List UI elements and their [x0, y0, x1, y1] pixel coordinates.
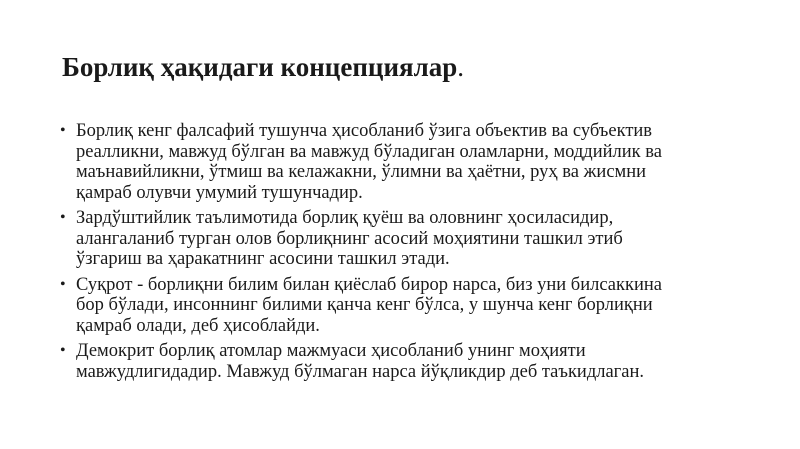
bullet-marker: • [60, 122, 66, 139]
bullet-line: алангаланиб турган олов борлиқнинг асосий моҳиятини ташкил этиб [76, 228, 623, 249]
bullet-line: мавжудлигидадир. Мавжуд бўлмаган нарса йўқликдир деб таъкидлаган. [76, 361, 645, 382]
bullet-line: бор бўлади, инсоннинг билими қанча кенг бўлса, у шунча кенг борлиқни [76, 295, 653, 315]
bullet-marker: • [60, 342, 66, 359]
bullet-marker: • [60, 209, 66, 226]
bullet-line: Зардўштийлик таълимотида борлиқ қуёш ва оловнинг ҳосиласидир, [76, 208, 614, 228]
bullet-item-zoroastrianism [60, 208, 750, 270]
bullet-line: Борлиқ кенг фалсафий тушунча ҳисобланиб ўзига объектив ва субъектив [76, 121, 653, 141]
bullet-line: қамраб олади, деб ҳисоблайди. [76, 315, 320, 336]
title-period: . [457, 52, 465, 82]
bullet-list [60, 121, 750, 387]
bullet-line: реалликни, мавжуд бўлган ва мавжуд бўладиган оламларни, моддийлик ва [76, 141, 662, 162]
bullet-item-borliq-definition [60, 121, 750, 203]
title-text: Борлиқ ҳақидаги концепциялар [62, 52, 458, 82]
bullet-line: ўзгариш ва ҳаракатнинг асосини ташкил этади. [76, 249, 450, 269]
bullet-line: маънавийликни, ўтмиш ва келажакни, ўлимни ва ҳаётни, руҳ ва жисмни [76, 162, 647, 182]
bullet-marker: • [60, 275, 66, 293]
bullet-item-democritus [60, 341, 750, 382]
bullet-line: Суқрот - борлиқни билим билан қиёслаб бирор нарса, биз уни билсаккина [76, 274, 662, 295]
slide-title [62, 50, 464, 84]
bullet-item-socrates [60, 275, 750, 337]
bullet-line: қамраб олувчи умумий тушунчадир. [76, 182, 363, 203]
bullet-line: Демокрит борлиқ атомлар мажмуаси ҳисобланиб унинг моҳияти [76, 341, 586, 361]
